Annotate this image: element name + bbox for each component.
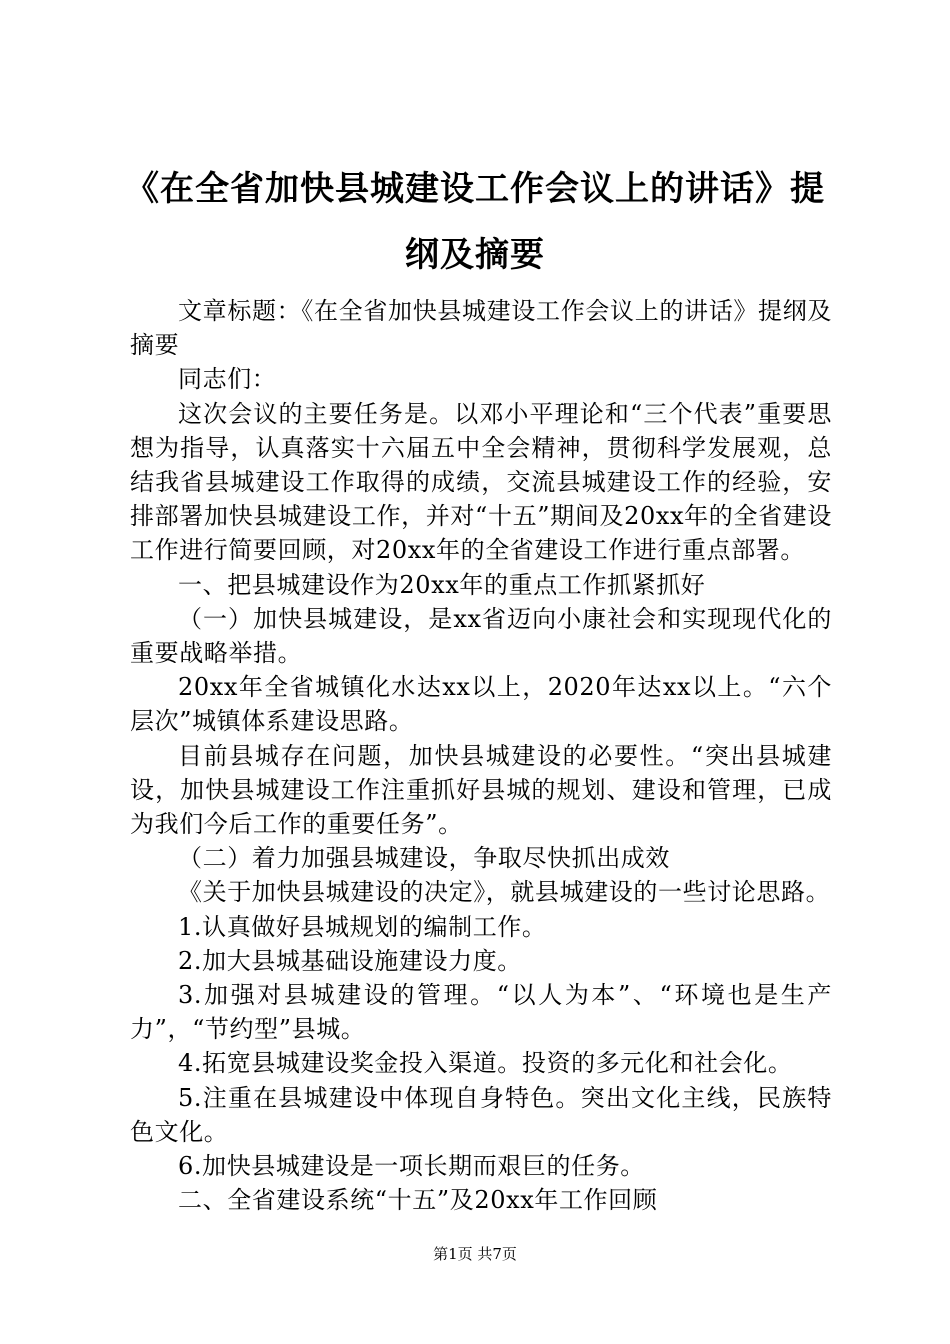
paragraph-salutation: 同志们：	[178, 365, 277, 394]
list-item-1: 1.认真做好县城规划的编制工作。	[178, 912, 547, 941]
paragraph-article-title: 文章标题：《在全省加快县城建设工作会议上的讲话》提纲及摘要	[130, 297, 832, 360]
section-heading-1: 一、把县城建设作为20xx年的重点工作抓紧抓好	[178, 570, 706, 599]
page-number-footer: 第1页 共7页	[433, 1245, 517, 1263]
list-item-5: 5.注重在县城建设中体现自身特色。突出文化主线，民族特色文化。	[130, 1083, 832, 1146]
paragraph-decision: 《关于加快县城建设的决定》，就县城建设的一些讨论思路。	[178, 878, 831, 907]
document-body	[130, 294, 832, 1217]
subsection-heading-1-1: （一）加快县城建设，是xx省迈向小康社会和实现现代化的重要战略举措。	[130, 604, 832, 668]
list-item-2: 2.加大县城基础设施建设力度。	[178, 946, 522, 975]
document-title: 《在全省加快县城建设工作会议上的讲话》提纲及摘要	[125, 169, 825, 275]
list-item-4: 4.拓宽县城建设奖金投入渠道。投资的多元化和社会化。	[178, 1049, 793, 1078]
paragraph-meeting-task: 这次会议的主要任务是。以邓小平理论和“三个代表”重要思想为指导，认真落实十六届五中全会精神，贯彻科学发展观，总结我省县城建设工作取得的成绩，交流县城建设工作的经验，安排部署加快县城建设工作，并对“十五”期间及20xx年的全省建设工作进行简要回顾，对20xx年的全省建设工作进行重点部署。	[130, 399, 832, 565]
paragraph-current-problems: 目前县城存在问题，加快县城建设的必要性。“突出县城建设，加快县城建设工作注重抓好县城的规划、建设和管理，已成为我们今后工作的重要任务”。	[130, 741, 832, 839]
subsection-heading-1-2: （二）着力加强县城建设，争取尽快抓出成效	[178, 844, 670, 873]
section-heading-2: 二、全省建设系统“十五”及20xx年工作回顾	[178, 1186, 658, 1215]
list-item-3: 3.加强对县城建设的管理。“以人为本”、“环境也是生产力”，“节约型”县城。	[130, 981, 832, 1044]
paragraph-urbanization: 20xx年全省城镇化水达xx以上，2020年达xx以上。“六个层次”城镇体系建设思路。	[130, 673, 832, 736]
list-item-6: 6.加快县城建设是一项长期而艰巨的任务。	[178, 1152, 645, 1181]
